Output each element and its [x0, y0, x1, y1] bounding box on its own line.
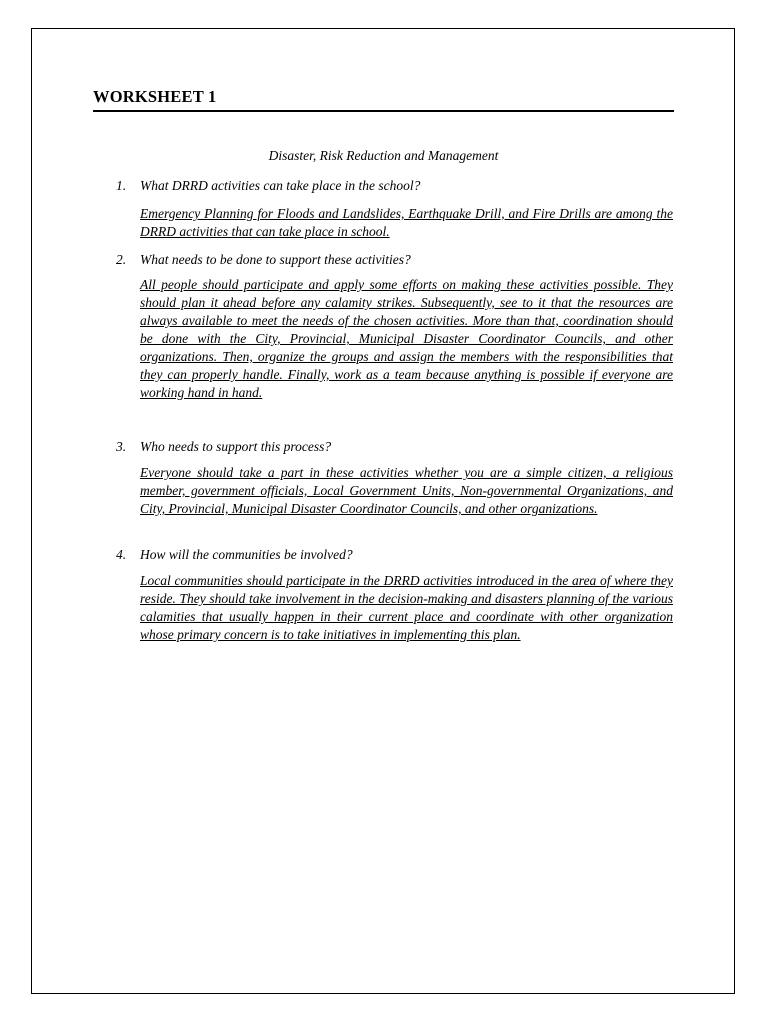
question-text: How will the communities be involved? — [140, 547, 353, 562]
question-text: Who needs to support this process? — [140, 439, 332, 454]
question-number: 1. — [116, 178, 127, 193]
question-number: 3. — [116, 439, 127, 454]
question-1 — [116, 177, 676, 195]
worksheet-subtitle: Disaster, Risk Reduction and Management — [268, 148, 499, 163]
question-text: What needs to be done to support these activities? — [140, 252, 411, 267]
answer-2: All people should participate and apply some efforts on making these activities possible. They should plan it ahead before any calamity strikes. Subsequently, see to it that the resources are always available to meet the needs of the chosen activities. More than that, coordination should be done with the City, Provincial, Municipal Disaster Coordinator Councils, and other organizations. Then, organize the groups and assign the members with the responsibilities that they can properly handle. Finally, work as a team because anything is possible if everyone are working hand in hand. — [140, 277, 673, 400]
worksheet-heading: WORKSHEET 1 — [93, 87, 674, 112]
answer-3: Everyone should take a part in these activities whether you are a simple citizen, a religious member, government officials, Local Government Units, Non-governmental Organizations, and City, Provincial, Municipal Disaster Coordinator Councils, and other organizations. — [140, 465, 673, 516]
answer-1: Emergency Planning for Floods and Landslides, Earthquake Drill, and Fire Drills are among the DRRD activities that can take place in school. — [140, 206, 673, 239]
question-3 — [116, 438, 676, 456]
question-number: 4. — [116, 547, 127, 562]
question-text: What DRRD activities can take place in the school? — [140, 178, 421, 193]
answer-4: Local communities should participate in the DRRD activities introduced in the area of where they reside. They should take involvement in the decision-making and disasters planning of the various calamities that usually happen in their current place and coordinate with other organization whose primary concern is to take initiatives in implementing this plan. — [140, 573, 673, 642]
question-2 — [116, 251, 676, 269]
question-number: 2. — [116, 252, 127, 267]
question-4 — [116, 546, 676, 564]
